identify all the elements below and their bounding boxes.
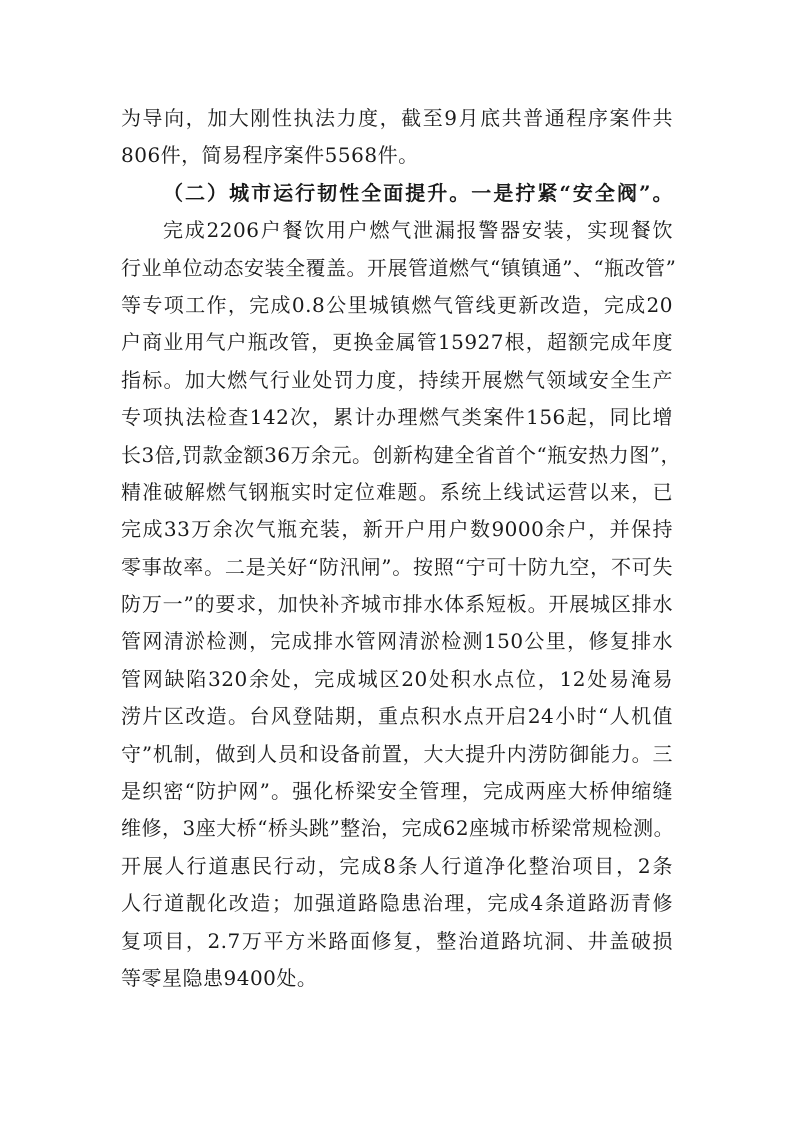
- paragraph-line: 涝片区改造。台风登陆期，重点积水点开启24小时“人机值: [121, 704, 673, 729]
- paragraph-line: 防万一”的要求，加快补齐城市排水体系短板。开展城区排水: [121, 592, 673, 617]
- body-text: [121, 100, 681, 997]
- paragraph-line: 管网缺陷320余处，完成城区20处积水点位，12处易淹易: [121, 666, 673, 691]
- paragraph-line: 精准破解燃气钢瓶实时定位难题。系统上线试运营以来，已: [121, 479, 673, 504]
- paragraph-line: 行业单位动态安装全覆盖。开展管道燃气“镇镇通”、“瓶改管”: [121, 255, 677, 280]
- paragraph-line: 人行道靓化改造；加强道路隐患治理，完成4条道路沥青修: [121, 891, 673, 916]
- paragraph-line: 维修，3座大桥“桥头跳”整治，完成62座城市桥梁常规检测。: [121, 816, 675, 841]
- paragraph-line: 等零星隐患9400处。: [121, 965, 318, 990]
- paragraph-line: 专项执法检查142次，累计办理燃气类案件156起，同比增: [121, 405, 673, 430]
- section-heading-line: （二）城市运行韧性全面提升。一是拧紧“安全阀”。: [163, 180, 673, 205]
- paragraph-line: 零事故率。二是关好“防汛闸”。按照“宁可十防九空，不可失: [121, 554, 673, 579]
- paragraph-line: 长3倍,罚款金额36万余元。创新构建全省首个“瓶安热力图”，: [121, 442, 681, 467]
- paragraph-line: 开展人行道惠民行动，完成8条人行道净化整治项目，2条: [121, 853, 673, 878]
- paragraph-line: 完成33万余次气瓶充装，新开户用户数9000余户，并保持: [121, 517, 673, 542]
- paragraph-line: 复项目，2.7万平方米路面修复，整治道路坑洞、井盖破损: [121, 928, 673, 953]
- paragraph-line: 管网清淤检测，完成排水管网清淤检测150公里，修复排水: [121, 629, 673, 654]
- paragraph-line: 是织密“防护网”。强化桥梁安全管理，完成两座大桥伸缩缝: [121, 779, 673, 804]
- paragraph-line: 户商业用气户瓶改管，更换金属管15927根，超额完成年度: [121, 330, 673, 355]
- paragraph-line: 为导向，加大刚性执法力度，截至9月底共普通程序案件共: [121, 106, 673, 130]
- paragraph-line: 806件，简易程序案件5568件。: [121, 143, 419, 168]
- paragraph-line: 守”机制，做到人员和设备前置，大大提升内涝防御能力。三: [121, 741, 673, 766]
- paragraph-line: 完成2206户餐饮用户燃气泄漏报警器安装，实现餐饮: [163, 218, 673, 243]
- paragraph-line: 等专项工作，完成0.8公里城镇燃气管线更新改造，完成20: [121, 292, 673, 317]
- paragraph-line: 指标。加大燃气行业处罚力度，持续开展燃气领域安全生产: [121, 367, 673, 392]
